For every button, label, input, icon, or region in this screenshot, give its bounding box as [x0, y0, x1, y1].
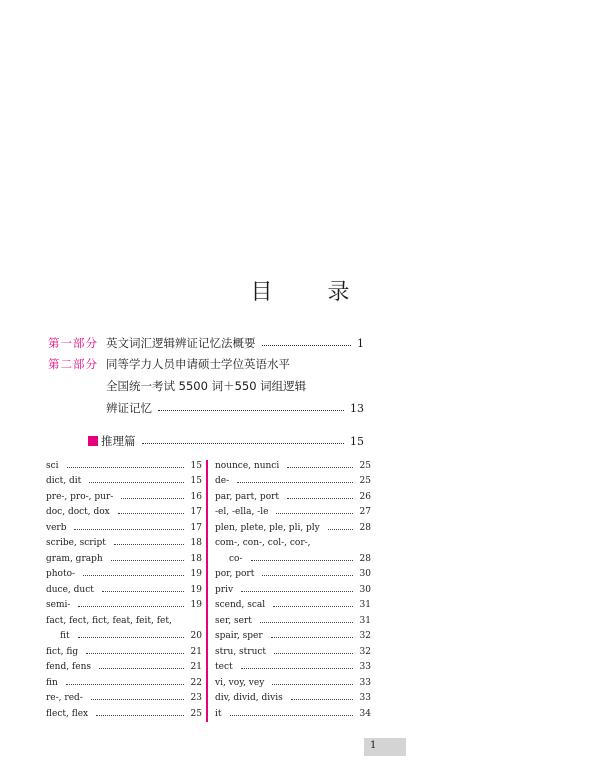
toc-entry[interactable] — [46, 613, 202, 629]
entry-word: fit — [60, 631, 70, 642]
entry-page-number: 25 — [359, 460, 371, 471]
toc-entry[interactable] — [46, 582, 202, 598]
toc-entry[interactable] — [46, 474, 202, 490]
leader-dots — [273, 606, 353, 607]
entry-page-number: 33 — [359, 677, 371, 688]
entry-word: spair, sper — [215, 631, 263, 642]
leader-dots — [328, 529, 353, 530]
entry-page-number: 15 — [190, 476, 202, 487]
entry-word: fict, fig — [46, 646, 79, 657]
leader-dots — [96, 715, 184, 716]
entry-word: por, port — [215, 569, 255, 580]
part-label: 第一部分 — [48, 336, 98, 350]
column-divider — [206, 460, 208, 722]
entry-page-number: 21 — [190, 646, 202, 657]
entry-page-number: 18 — [190, 538, 202, 549]
entry-page-number: 28 — [359, 553, 371, 564]
entry-page-number: 22 — [190, 677, 202, 688]
entry-page-number: 33 — [359, 662, 371, 673]
leader-dots — [78, 637, 184, 638]
entry-word: semi- — [46, 600, 71, 611]
entry-word: fend, fens — [46, 662, 92, 673]
leader-dots — [121, 498, 184, 499]
toc-entry[interactable] — [46, 505, 202, 521]
entry-word: fin — [46, 677, 58, 688]
entry-page-number: 30 — [359, 584, 371, 595]
part-label: 第二部分 — [48, 357, 98, 371]
entry-word: doc, doct, dox — [46, 507, 110, 518]
toc-entry[interactable] — [215, 458, 371, 474]
part-title-line-3: 辨证记忆 — [106, 401, 152, 415]
leader-dots — [291, 699, 353, 700]
section-title: 推理篇 — [101, 434, 136, 448]
leader-dots — [66, 684, 184, 685]
toc-entry[interactable] — [46, 536, 202, 552]
entry-word: plen, plete, ple, pli, ply — [215, 522, 320, 533]
toc-entry[interactable] — [215, 706, 371, 722]
toc-entry[interactable] — [215, 675, 371, 691]
toc-entry[interactable] — [215, 551, 371, 567]
entry-word: dict, dit — [46, 476, 82, 487]
entry-word: photo- — [46, 569, 76, 580]
leader-dots — [99, 668, 184, 669]
entry-page-number: 16 — [190, 491, 202, 502]
toc-entry[interactable] — [215, 691, 371, 707]
page-number: 15 — [350, 434, 364, 448]
toc-entry[interactable] — [46, 489, 202, 505]
toc-part-2[interactable] — [48, 355, 364, 373]
leader-dots — [158, 410, 344, 411]
entry-word: sci — [46, 460, 59, 471]
entry-word: gram, graph — [46, 553, 103, 564]
toc-entry[interactable] — [215, 505, 371, 521]
entry-word: -el, -ella, -le — [215, 507, 269, 518]
entry-page-number: 15 — [190, 460, 202, 471]
part-title-line-2: 全国统一考试 5500 词＋550 词组逻辑 — [106, 379, 307, 393]
entry-word: verb — [46, 522, 67, 533]
entry-word: flect, flex — [46, 708, 89, 719]
leader-dots — [276, 513, 353, 514]
leader-dots — [241, 591, 353, 592]
leader-dots — [111, 560, 184, 561]
leader-dots — [262, 575, 353, 576]
leader-dots — [237, 482, 353, 483]
toc-entry[interactable] — [215, 629, 371, 645]
entry-word: vi, voy, vey — [215, 677, 265, 688]
leader-dots — [241, 668, 353, 669]
leader-dots — [272, 684, 353, 685]
toc-section-reasoning[interactable] — [88, 433, 364, 449]
entry-word: re-, red- — [46, 693, 83, 704]
entry-word: div, divid, divis — [215, 693, 283, 704]
toc-entry[interactable] — [215, 489, 371, 505]
part-title: 同等学力人员申请硕士学位英语水平 — [106, 357, 290, 371]
entry-word: priv — [215, 584, 234, 595]
page-number: 13 — [350, 401, 364, 415]
leader-dots — [142, 443, 345, 444]
entry-page-number: 23 — [190, 693, 202, 704]
entry-page-number: 28 — [359, 522, 371, 533]
toc-entry[interactable] — [46, 706, 202, 722]
entry-page-number: 25 — [359, 476, 371, 487]
entry-word: duce, duct — [46, 584, 94, 595]
leader-dots — [83, 575, 184, 576]
page-number: 1 — [357, 336, 364, 350]
entry-page-number: 32 — [359, 646, 371, 657]
toc-entry[interactable] — [46, 644, 202, 660]
footer-page-number: 1 — [370, 740, 377, 751]
entry-page-number: 32 — [359, 631, 371, 642]
leader-dots — [67, 467, 184, 468]
part-title: 英文词汇逻辑辨证记忆法概要 — [106, 336, 256, 350]
section-marker-icon — [88, 436, 98, 446]
entry-word: par, part, port — [215, 491, 280, 502]
toc-entry[interactable] — [215, 660, 371, 676]
entry-word: scend, scal — [215, 600, 266, 611]
toc-entries-left — [46, 458, 202, 722]
entry-page-number: 20 — [190, 631, 202, 642]
leader-dots — [260, 622, 353, 623]
entry-page-number: 31 — [359, 600, 371, 611]
entry-word: pre-, pro-, pur- — [46, 491, 114, 502]
entry-word: ser, sert — [215, 615, 252, 626]
entry-word: fact, fect, fict, feat, feit, fet, — [46, 615, 172, 626]
toc-entry[interactable] — [215, 567, 371, 583]
entry-page-number: 18 — [190, 553, 202, 564]
toc-part-2-last-line[interactable] — [106, 399, 364, 417]
toc-entries-right — [215, 458, 371, 722]
leader-dots — [118, 513, 184, 514]
entry-page-number: 30 — [359, 569, 371, 580]
leader-dots — [230, 715, 354, 716]
entry-word: de- — [215, 476, 230, 487]
leader-dots — [78, 606, 184, 607]
entry-page-number: 17 — [190, 507, 202, 518]
toc-entry[interactable] — [46, 660, 202, 676]
entry-word: stru, struct — [215, 646, 267, 657]
entry-word: tect — [215, 662, 233, 673]
entry-page-number: 33 — [359, 693, 371, 704]
toc-part-1[interactable] — [48, 334, 364, 352]
entry-page-number: 19 — [190, 569, 202, 580]
leader-dots — [91, 699, 184, 700]
entry-page-number: 17 — [190, 522, 202, 533]
entry-word: nounce, nunci — [215, 460, 280, 471]
entry-word: co- — [229, 553, 243, 564]
entry-word: it — [215, 708, 222, 719]
toc-entry[interactable] — [46, 598, 202, 614]
entry-page-number: 19 — [190, 584, 202, 595]
entry-page-number: 19 — [190, 600, 202, 611]
leader-dots — [287, 498, 353, 499]
toc-entry[interactable] — [215, 613, 371, 629]
page-title: 目 录 — [250, 280, 374, 305]
toc-entry[interactable] — [215, 474, 371, 490]
toc-entry[interactable] — [215, 598, 371, 614]
toc-entry[interactable] — [46, 551, 202, 567]
entry-page-number: 26 — [359, 491, 371, 502]
entry-page-number: 25 — [190, 708, 202, 719]
leader-dots — [86, 653, 184, 654]
leader-dots — [114, 544, 184, 545]
leader-dots — [287, 467, 353, 468]
leader-dots — [251, 560, 354, 561]
toc-entry[interactable] — [215, 582, 371, 598]
entry-page-number: 27 — [359, 507, 371, 518]
leader-dots — [274, 653, 353, 654]
toc-entry[interactable] — [46, 458, 202, 474]
toc-entry[interactable] — [46, 691, 202, 707]
entry-page-number: 21 — [190, 662, 202, 673]
entry-word: com-, con-, col-, cor-, — [215, 538, 311, 549]
entry-page-number: 34 — [359, 708, 371, 719]
leader-dots — [89, 482, 184, 483]
toc-entry[interactable] — [215, 644, 371, 660]
toc-entry[interactable] — [46, 629, 202, 645]
toc-entry[interactable] — [46, 520, 202, 536]
entry-page-number: 31 — [359, 615, 371, 626]
leader-dots — [262, 345, 352, 346]
leader-dots — [74, 529, 184, 530]
entry-word: scribe, script — [46, 538, 106, 549]
leader-dots — [102, 591, 184, 592]
toc-entry[interactable] — [46, 567, 202, 583]
toc-entry[interactable] — [46, 675, 202, 691]
toc-entry[interactable] — [215, 536, 371, 552]
leader-dots — [271, 637, 353, 638]
toc-entry[interactable] — [215, 520, 371, 536]
